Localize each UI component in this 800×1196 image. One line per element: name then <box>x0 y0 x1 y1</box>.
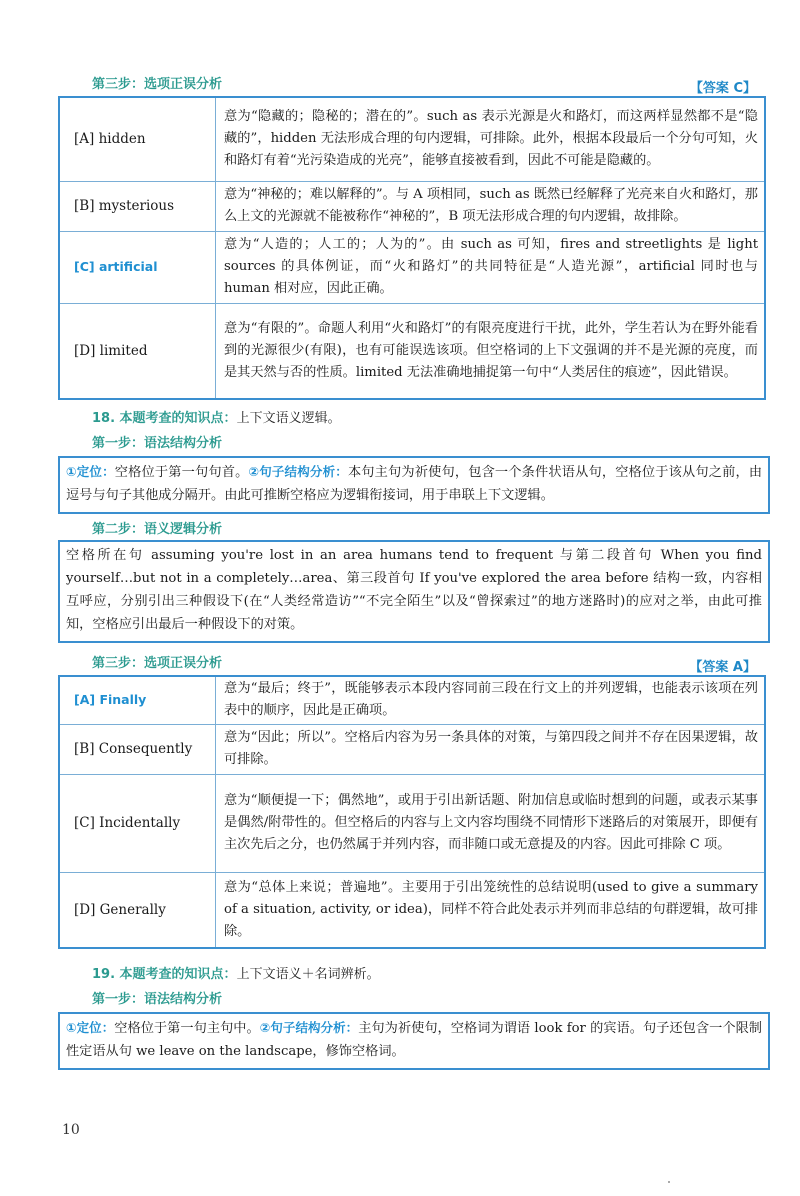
structure-text: 主句为祈使句，空格词为谓语 look for 的宾语。句子还包含一个限制性定语从句 we leave on the landscape，修饰空格词。 <box>66 1021 762 1059</box>
q19-heading-number: 19. 本题考查的知识点： <box>92 967 237 982</box>
option-explanation: 意为“总体上来说；普遍地”。主要用于引出笼统性的总结说明(used to give a summary of a situation, activity, or idea)，同样不符合此处表示并列而非总结的句群逻辑，故可排除。 <box>216 872 766 948</box>
option-label: [B] mysterious <box>59 181 216 231</box>
q18-heading <box>92 407 341 426</box>
q18-options-table <box>58 675 766 949</box>
structure-label: ②句子结构分析： <box>259 1020 359 1035</box>
table-row <box>59 724 765 774</box>
option-explanation: 意为“神秘的；难以解释的”。与 A 项相同，such as 既然已经解释了光亮来自火和路灯，那么上文的光源就不能被称作“神秘的”，B 项无法形成合理的句内逻辑，故排除。 <box>216 181 766 231</box>
q19-heading-topic: 上下文语义＋名词辨析。 <box>236 967 380 982</box>
table-row <box>59 97 765 181</box>
option-explanation: 意为“最后；终于”，既能够表示本段内容同前三段在行文上的并列逻辑，也能表示该项在列表中的顺序，因此是正确项。 <box>216 676 766 724</box>
table-row <box>59 181 765 231</box>
q18-step3-title: 第三步：选项正误分析 <box>92 656 223 671</box>
option-label: [C] Incidentally <box>59 774 216 872</box>
option-label: [B] Consequently <box>59 724 216 774</box>
q18-heading-number: 18. 本题考查的知识点： <box>92 411 237 426</box>
option-explanation: 意为“人造的；人工的；人为的”。由 such as 可知，fires and streetlights 是 light sources 的具体例证，而“火和路灯”的共同特征是“人造光源”，artificial 同时也与 human 相对应，因此正确。 <box>216 231 766 303</box>
q19-heading <box>92 963 380 982</box>
q19-step1-box <box>58 1012 770 1070</box>
structure-label: ②句子结构分析： <box>248 464 348 479</box>
table-row <box>59 231 765 303</box>
table-row <box>59 303 765 399</box>
structure-text: 本句主句为祈使句，包含一个条件状语从句，空格位于该从句之前，由逗号与句子其他成分隔开。由此可推断空格应为逻辑衔接词，用于串联上下文逻辑。 <box>66 465 763 503</box>
page-number: 10 <box>62 1122 80 1138</box>
q18-step2-title: 第二步：语义逻辑分析 <box>92 522 223 537</box>
table-row <box>59 676 765 724</box>
q17-step3-title: 第三步：选项正误分析 <box>92 77 223 92</box>
locate-text: 空格位于第一句主句中。 <box>114 1021 260 1036</box>
q17-answer-badge: 【答案 C】 <box>689 81 756 96</box>
option-label: [D] limited <box>59 303 216 399</box>
option-explanation: 意为“有限的”。命题人利用“火和路灯”的有限亮度进行干扰，此外，学生若认为在野外能看到的光源很少(有限)，也有可能误选该项。但空格词的上下文强调的并不是光源的亮度，而是其天然与否的性质。limited 无法准确地捕捉第一句中“人类居住的痕迹”，因此错误。 <box>216 303 766 399</box>
locate-label: ①定位： <box>66 1020 115 1035</box>
locate-label: ①定位： <box>66 464 115 479</box>
option-label-correct: [C] artificial <box>59 231 216 303</box>
q18-step1-box <box>58 456 770 514</box>
option-explanation: 意为“因此；所以”。空格后内容为另一条具体的对策，与第四段之间并不存在因果逻辑，故可排除。 <box>216 724 766 774</box>
option-explanation: 意为“顺便提一下；偶然地”，或用于引出新话题、附加信息或临时想到的问题，或表示某事是偶然/附带性的。但空格后的内容与上文内容均围绕不同情形下迷路后的对策展开，即便有主次先后之分，也仍然属于并列内容，而非随口或无意提及的内容。因此可排除 C 项。 <box>216 774 766 872</box>
table-row <box>59 872 765 948</box>
option-label-correct: [A] Finally <box>59 676 216 724</box>
q19-step1-title: 第一步：语法结构分析 <box>92 992 223 1007</box>
locate-text: 空格位于第一句句首。 <box>114 465 249 480</box>
q17-options-table <box>58 96 766 400</box>
q18-answer-badge: 【答案 A】 <box>689 660 756 675</box>
scan-speck <box>668 1181 670 1183</box>
q18-step1-title: 第一步：语法结构分析 <box>92 436 223 451</box>
table-row <box>59 774 765 872</box>
q18-step2-box: 空格所在句 assuming you're lost in an area humans tend to frequent 与第二段首句 When you find yourself…but not in a completely…area、第三段首句 If you've explored the area before 结构一致，内容相互呼应，分别引出三种假设下(在“人类经常造访”“不完全陌生”以及“曾探索过”的地方迷路时)的应对之举，由此可推知，空格应引出最后一种假设下的对策。 <box>58 540 770 643</box>
option-explanation: 意为“隐藏的；隐秘的；潜在的”。such as 表示光源是火和路灯，而这两样显然都不是“隐藏的”，hidden 无法形成合理的句内逻辑，可排除。此外，根据本段最后一个分句可知，火和路灯有着“光污染造成的光亮”，能够直接被看到，因此不可能是隐藏的。 <box>216 97 766 181</box>
q18-heading-topic: 上下文语义逻辑。 <box>236 411 341 426</box>
option-label: [A] hidden <box>59 97 216 181</box>
option-label: [D] Generally <box>59 872 216 948</box>
